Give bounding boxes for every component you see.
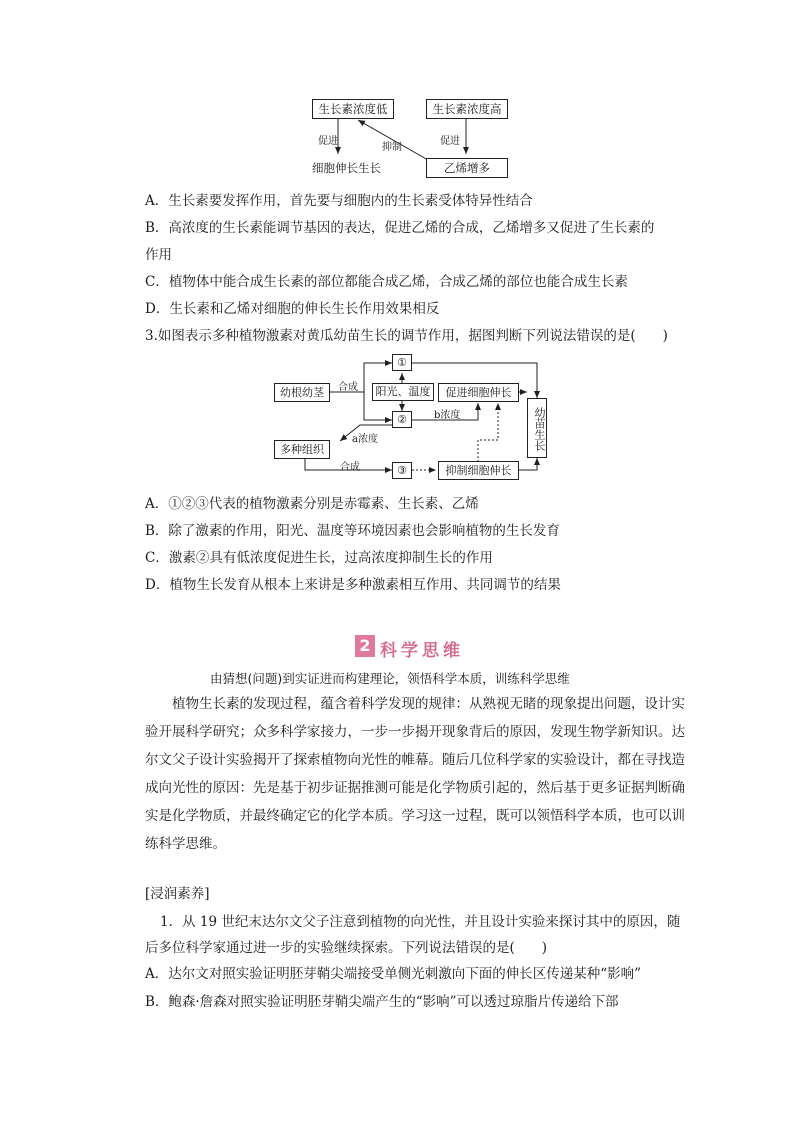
section-title: 科学思维 [380,641,464,661]
practice-q1-line2: 后多位科学家通过进一步的实验继续探索。下列说法错误的是( ) [145,940,548,956]
q3-option-c: C．激素②具有低浓度促进生长，过高浓度抑制生长的作用 [145,550,493,566]
practice-q1-line1: 1．从 19 世纪末达尔文父子注意到植物的向光性，并且设计实验来探讨其中的原因，随 [160,914,681,930]
q3-option-a: A．①②③代表的植物激素分别是赤霉素、生长素、乙烯 [145,496,479,512]
practice-option-a: A．达尔文对照实验证明胚芽鞘尖端接受单侧光刺激向下面的伸长区传递某种“影响” [145,966,642,982]
practice-heading: [浸润素养] [145,886,210,902]
label-a-conc: a浓度 [352,434,378,445]
q3-option-d: D．植物生长发育从根本上来讲是多种激素相互作用、共同调节的结果 [145,577,561,593]
text-cell-elongation: 细胞伸长生长 [312,161,381,175]
q2-option-b-line2: 作用 [145,247,172,263]
practice-option-b: B．鲍森·詹森对照实验证明胚芽鞘尖端产生的“影响”可以透过琼脂片传递给下部 [145,994,619,1010]
q2-option-d: D．生长素和乙烯对细胞的伸长生长作用效果相反 [145,301,440,317]
box-tissues: 多种组织 [274,440,330,459]
box-seedling-growth: 幼苗生长 [527,398,547,458]
box-promote-cell: 促进细胞伸长 [438,383,519,402]
q2-option-c: C．植物体中能合成生长素的部位都能合成乙烯，合成乙烯的部位也能合成生长素 [145,274,628,290]
box-hormone-3: ③ [392,462,412,479]
box-hormone-2: ② [392,411,412,428]
section-number-badge: 2 [355,635,375,657]
q2-option-b-line1: B．高浓度的生长素能调节基因的表达，促进乙烯的合成，乙烯增多又促进了生长素的 [145,220,655,236]
label-promote-2: 促进 [440,136,460,147]
box-auxin-high: 生长素浓度高 [426,99,508,119]
label-synth-1: 合成 [338,382,358,393]
label-b-conc: b浓度 [434,410,461,421]
q2-option-a: A．生长素要发挥作用，首先要与细胞内的生长素受体特异性结合 [145,193,533,209]
box-root-stem: 幼根幼茎 [274,383,330,402]
section-subtitle: 由猜想(问题)到实证进而构建理论，领悟科学本质，训练科学思维 [210,671,570,686]
box-light-temp: 阳光、温度 [372,383,434,401]
box-inhibit-cell: 抑制细胞伸长 [438,461,519,480]
box-auxin-low: 生长素浓度低 [312,99,394,119]
label-inhibit: 抑制 [382,142,402,153]
q3-option-b: B．除了激素的作用，阳光、温度等环境因素也会影响植物的生长发育 [145,523,560,539]
box-hormone-1: ① [392,354,412,371]
label-promote-1: 促进 [318,136,338,147]
section-paragraph: 植物生长素的发现过程，蕴含着科学发现的规律：从熟视无睹的现象提出问题，设计实验开展科学研究；众多科学家接力，一步一步揭开现象背后的原因，发现生物学新知识。达尔文父子设计实验揭开了探索植物向光性的帷幕。随后几位科学家的实验设计，都在寻找造成向光性的原因：先是基于初步证据推测可能是化学物质引起的，然后基于更多证据判断确实是化学物质，并最终确定它的化学本质。学习这一过程，既可以领悟科学本质，也可以训练科学思维。 [145,696,685,852]
q3-stem: 3.如图表示多种植物激素对黄瓜幼苗生长的调节作用，据图判断下列说法错误的是( ) [145,328,668,344]
box-ethylene: 乙烯增多 [426,158,508,178]
label-synth-2: 合成 [340,462,360,473]
